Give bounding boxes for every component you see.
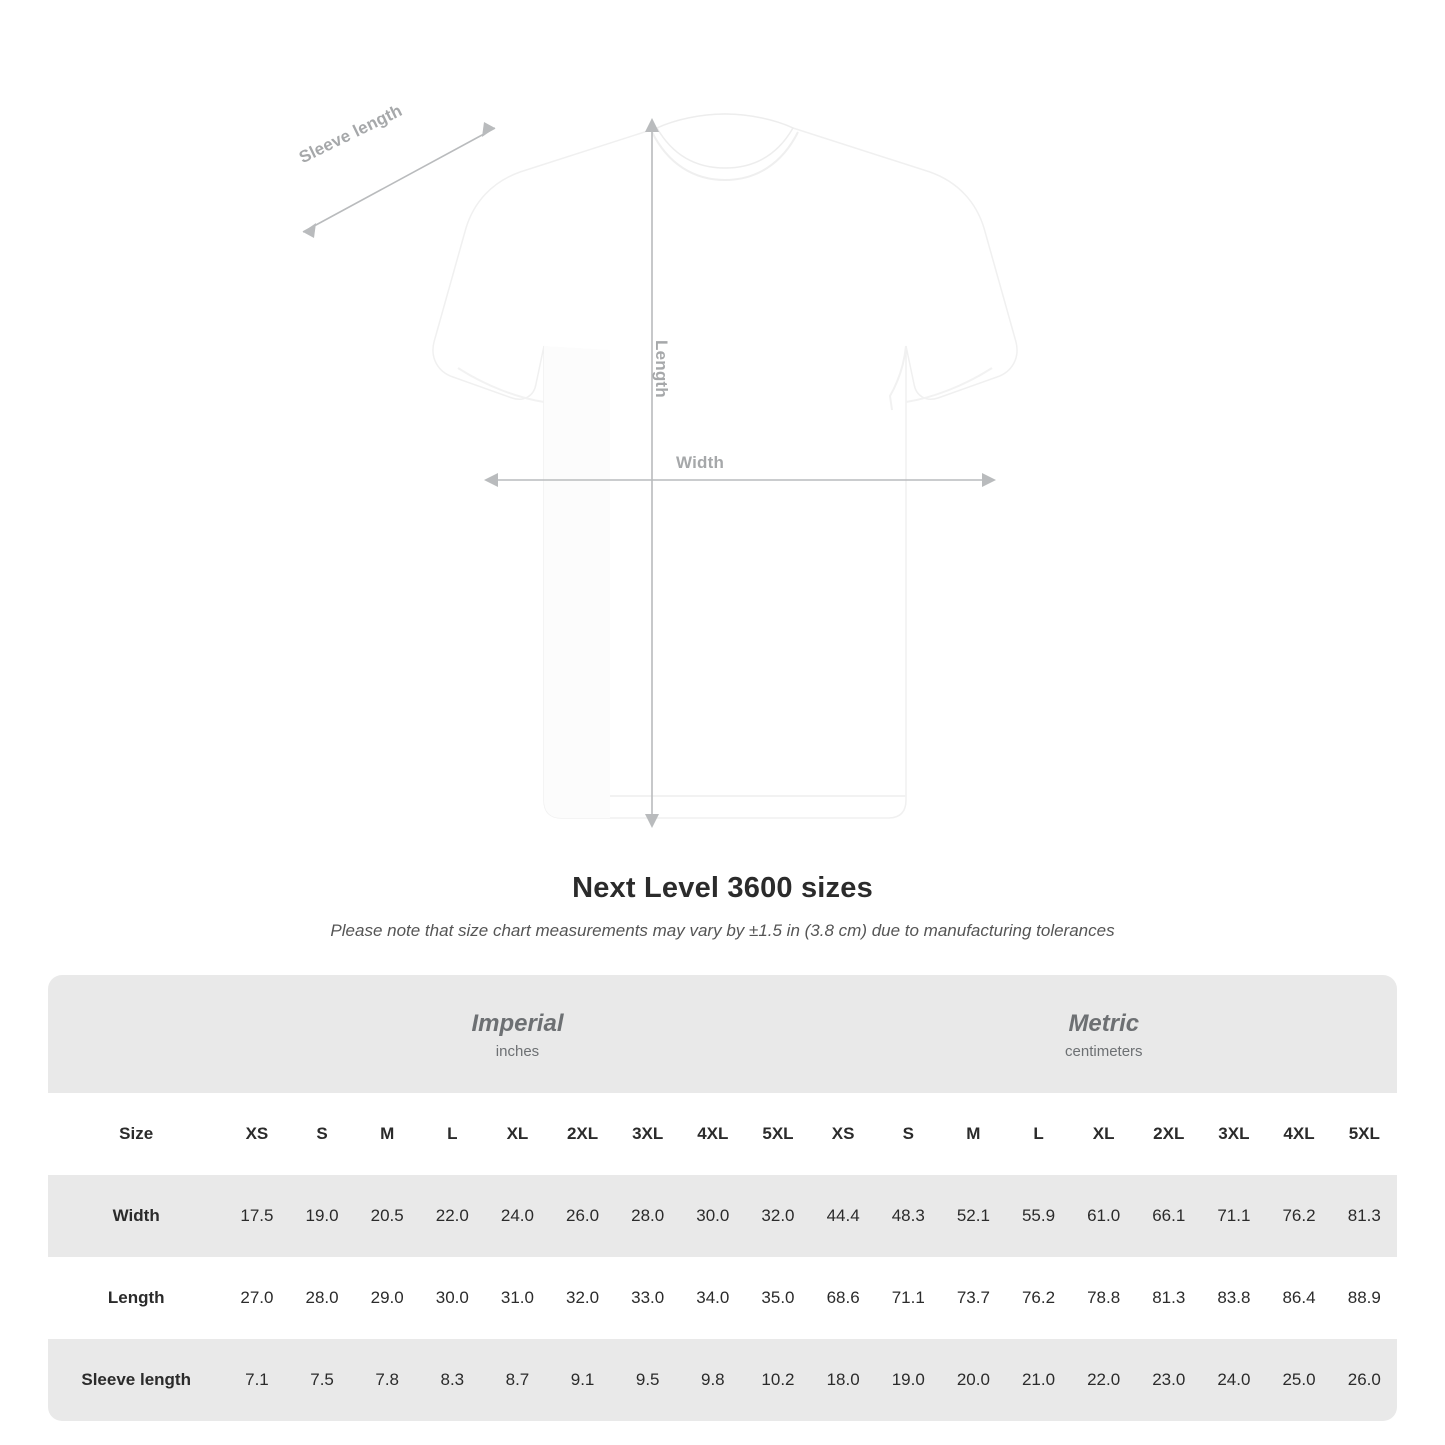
width-annotation: Width — [676, 453, 725, 472]
length-xl-cm: 78.8 — [1071, 1257, 1136, 1339]
size-col-10: S — [876, 1093, 941, 1175]
sleeve-m-cm: 20.0 — [941, 1339, 1006, 1421]
width-xl-in: 24.0 — [485, 1175, 550, 1257]
sleeve-l-in: 8.3 — [420, 1339, 485, 1421]
size-col-12: L — [1006, 1093, 1071, 1175]
unit-group-imperial-title: Imperial — [471, 1009, 564, 1037]
unit-header-row — [48, 975, 1397, 1093]
sleeve-s-in: 7.5 — [290, 1339, 355, 1421]
width-m-in: 20.5 — [355, 1175, 420, 1257]
size-col-14: 2XL — [1136, 1093, 1201, 1175]
length-m-in: 29.0 — [355, 1257, 420, 1339]
length-5xl-cm: 88.9 — [1332, 1257, 1397, 1339]
unit-group-metric-subtitle: centimeters — [1065, 1042, 1143, 1060]
size-table-wrapper — [48, 975, 1397, 1421]
size-col-13: XL — [1071, 1093, 1136, 1175]
sleeve-xs-in: 7.1 — [224, 1339, 289, 1421]
size-col-11: M — [941, 1093, 1006, 1175]
sleeve-5xl-in: 10.2 — [745, 1339, 810, 1421]
tshirt-icon — [290, 110, 1160, 830]
width-5xl-in: 32.0 — [745, 1175, 810, 1257]
length-3xl-in: 33.0 — [615, 1257, 680, 1339]
length-4xl-in: 34.0 — [680, 1257, 745, 1339]
size-col-4: XL — [485, 1093, 550, 1175]
row-label-length: Length — [48, 1257, 224, 1339]
sleeve-2xl-cm: 23.0 — [1136, 1339, 1201, 1421]
sleeve-xl-cm: 22.0 — [1071, 1339, 1136, 1421]
length-annotation: Length — [652, 340, 671, 398]
width-xl-cm: 61.0 — [1071, 1175, 1136, 1257]
length-3xl-cm: 83.8 — [1201, 1257, 1266, 1339]
size-table — [48, 975, 1397, 1421]
tolerance-note: Please note that size chart measurements may vary by ±1.5 in (3.8 cm) due to manufacturing tolerances — [330, 921, 1115, 940]
page-title: Next Level 3600 sizes — [572, 872, 873, 904]
size-col-16: 4XL — [1266, 1093, 1331, 1175]
sleeve-xs-cm: 18.0 — [811, 1339, 876, 1421]
width-5xl-cm: 81.3 — [1332, 1175, 1397, 1257]
length-2xl-cm: 81.3 — [1136, 1257, 1201, 1339]
table-row — [48, 1175, 1397, 1257]
size-col-15: 3XL — [1201, 1093, 1266, 1175]
size-col-8: 5XL — [745, 1093, 810, 1175]
width-4xl-in: 30.0 — [680, 1175, 745, 1257]
unit-group-metric-title: Metric — [1068, 1009, 1140, 1037]
length-xl-in: 31.0 — [485, 1257, 550, 1339]
length-xs-in: 27.0 — [224, 1257, 289, 1339]
width-m-cm: 52.1 — [941, 1175, 1006, 1257]
unit-group-metric — [811, 975, 1397, 1093]
sleeve-xl-in: 8.7 — [485, 1339, 550, 1421]
size-col-9: XS — [811, 1093, 876, 1175]
size-col-5: 2XL — [550, 1093, 615, 1175]
row-label-width: Width — [48, 1175, 224, 1257]
size-col-6: 3XL — [615, 1093, 680, 1175]
sleeve-4xl-cm: 25.0 — [1266, 1339, 1331, 1421]
width-2xl-in: 26.0 — [550, 1175, 615, 1257]
table-row — [48, 1257, 1397, 1339]
width-s-cm: 48.3 — [876, 1175, 941, 1257]
width-2xl-cm: 66.1 — [1136, 1175, 1201, 1257]
length-xs-cm: 68.6 — [811, 1257, 876, 1339]
sleeve-4xl-in: 9.8 — [680, 1339, 745, 1421]
unit-corner-cell — [48, 975, 224, 1093]
size-col-1: S — [290, 1093, 355, 1175]
width-l-in: 22.0 — [420, 1175, 485, 1257]
sleeve-3xl-in: 9.5 — [615, 1339, 680, 1421]
width-3xl-cm: 71.1 — [1201, 1175, 1266, 1257]
width-s-in: 19.0 — [290, 1175, 355, 1257]
width-xs-in: 17.5 — [224, 1175, 289, 1257]
width-xs-cm: 44.4 — [811, 1175, 876, 1257]
width-l-cm: 55.9 — [1006, 1175, 1071, 1257]
length-l-in: 30.0 — [420, 1257, 485, 1339]
length-2xl-in: 32.0 — [550, 1257, 615, 1339]
unit-group-imperial — [224, 975, 810, 1093]
size-header-row — [48, 1093, 1397, 1175]
length-5xl-in: 35.0 — [745, 1257, 810, 1339]
length-l-cm: 76.2 — [1006, 1257, 1071, 1339]
unit-group-imperial-subtitle: inches — [495, 1042, 540, 1060]
length-4xl-cm: 86.4 — [1266, 1257, 1331, 1339]
width-4xl-cm: 76.2 — [1266, 1175, 1331, 1257]
table-row — [48, 1339, 1397, 1421]
tshirt-diagram — [290, 110, 1160, 830]
size-col-7: 4XL — [680, 1093, 745, 1175]
size-col-3: L — [420, 1093, 485, 1175]
size-col-17: 5XL — [1332, 1093, 1397, 1175]
sleeve-s-cm: 19.0 — [876, 1339, 941, 1421]
sleeve-m-in: 7.8 — [355, 1339, 420, 1421]
row-label-size: Size — [48, 1093, 224, 1175]
sleeve-l-cm: 21.0 — [1006, 1339, 1071, 1421]
row-label-sleeve-length: Sleeve length — [48, 1339, 224, 1421]
size-col-0: XS — [224, 1093, 289, 1175]
length-s-in: 28.0 — [290, 1257, 355, 1339]
sleeve-2xl-in: 9.1 — [550, 1339, 615, 1421]
sleeve-3xl-cm: 24.0 — [1201, 1339, 1266, 1421]
size-col-2: M — [355, 1093, 420, 1175]
sleeve-length-annotation: Sleeve length — [296, 100, 406, 168]
width-3xl-in: 28.0 — [615, 1175, 680, 1257]
length-s-cm: 71.1 — [876, 1257, 941, 1339]
sleeve-5xl-cm: 26.0 — [1332, 1339, 1397, 1421]
length-m-cm: 73.7 — [941, 1257, 1006, 1339]
